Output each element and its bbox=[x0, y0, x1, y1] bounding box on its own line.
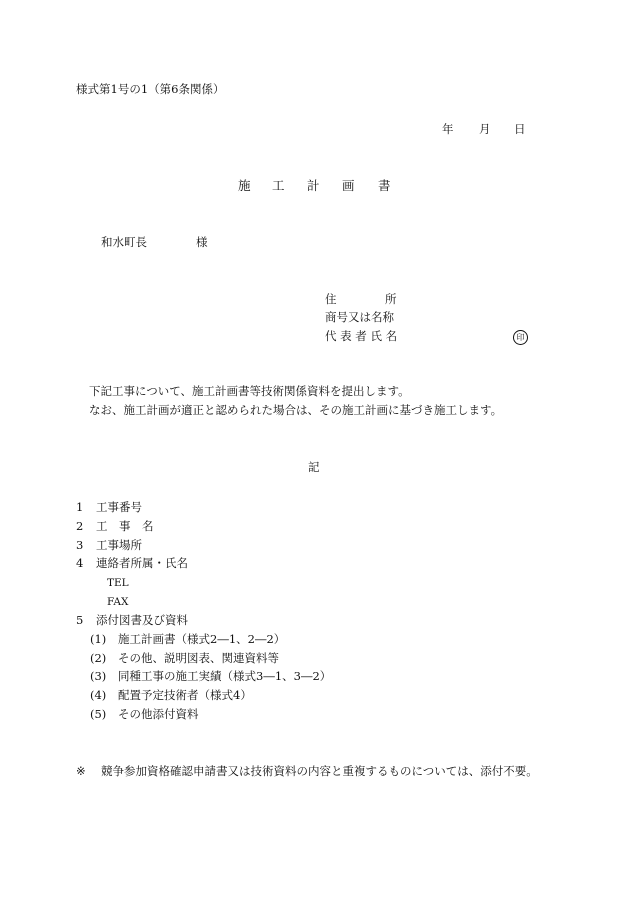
item-number: 3 bbox=[76, 538, 84, 552]
address-label-left: 住 bbox=[325, 292, 337, 306]
item-number: 4 bbox=[76, 556, 84, 570]
attachment-number: (1) bbox=[90, 632, 107, 646]
item-label: 連絡者所属・氏名 bbox=[96, 556, 188, 570]
date-day-label: 日 bbox=[514, 122, 526, 136]
representative-label: 代 表 者 氏 名 bbox=[325, 329, 398, 343]
title-char: 画 bbox=[342, 178, 355, 193]
date-month-label: 月 bbox=[479, 122, 491, 136]
attachment-label: その他添付資料 bbox=[118, 707, 199, 721]
date-year-label: 年 bbox=[442, 122, 454, 136]
attachment-number: (4) bbox=[90, 688, 107, 702]
title-char: 施 bbox=[238, 178, 251, 193]
title-char: 計 bbox=[307, 178, 320, 193]
ki-heading: 記 bbox=[308, 460, 320, 474]
note-text: 競争参加資格確認申請書又は技術資料の内容と重複するものについては、添付不要。 bbox=[101, 764, 538, 778]
address-label-right: 所 bbox=[385, 292, 397, 306]
attachment-label: その他、説明図表、関連資料等 bbox=[118, 651, 279, 665]
attachment-number: (5) bbox=[90, 707, 107, 721]
company-name-label: 商号又は名称 bbox=[325, 310, 394, 324]
contact-fax-label: FAX bbox=[107, 596, 129, 608]
seal-icon: 印 bbox=[513, 330, 528, 345]
item-label: 添付図書及び資料 bbox=[96, 613, 188, 627]
attachment-label: 施工計画書（様式2―1、2―2） bbox=[118, 632, 286, 646]
contact-tel-label: TEL bbox=[107, 577, 129, 589]
attachment-label: 配置予定技術者（様式4） bbox=[118, 688, 252, 702]
body-line-2: なお、施工計画が適正と認められた場合は、その施工計画に基づき施工します。 bbox=[89, 403, 503, 417]
item-number: 2 bbox=[76, 519, 84, 533]
title-char: 工 bbox=[272, 178, 285, 193]
form-number: 様式第1号の1（第6条関係） bbox=[76, 82, 225, 96]
item-number: 5 bbox=[76, 613, 84, 627]
attachment-number: (3) bbox=[90, 669, 107, 683]
attachment-label: 同種工事の施工実績（様式3―1、3―2） bbox=[118, 669, 332, 683]
item-label: 工事場所 bbox=[96, 538, 142, 552]
seal-mark bbox=[513, 330, 528, 345]
item-label: 工 事 名 bbox=[96, 519, 154, 533]
body-line-1: 下記工事について、施工計画書等技術関係資料を提出します。 bbox=[89, 384, 410, 398]
item-label: 工事番号 bbox=[96, 500, 142, 514]
item-number: 1 bbox=[76, 500, 84, 514]
addressee-name: 和水町長 bbox=[101, 235, 147, 249]
note-mark: ※ bbox=[76, 764, 86, 778]
title-char: 書 bbox=[378, 178, 391, 193]
addressee-honorific: 様 bbox=[196, 235, 208, 249]
attachment-number: (2) bbox=[90, 651, 107, 665]
